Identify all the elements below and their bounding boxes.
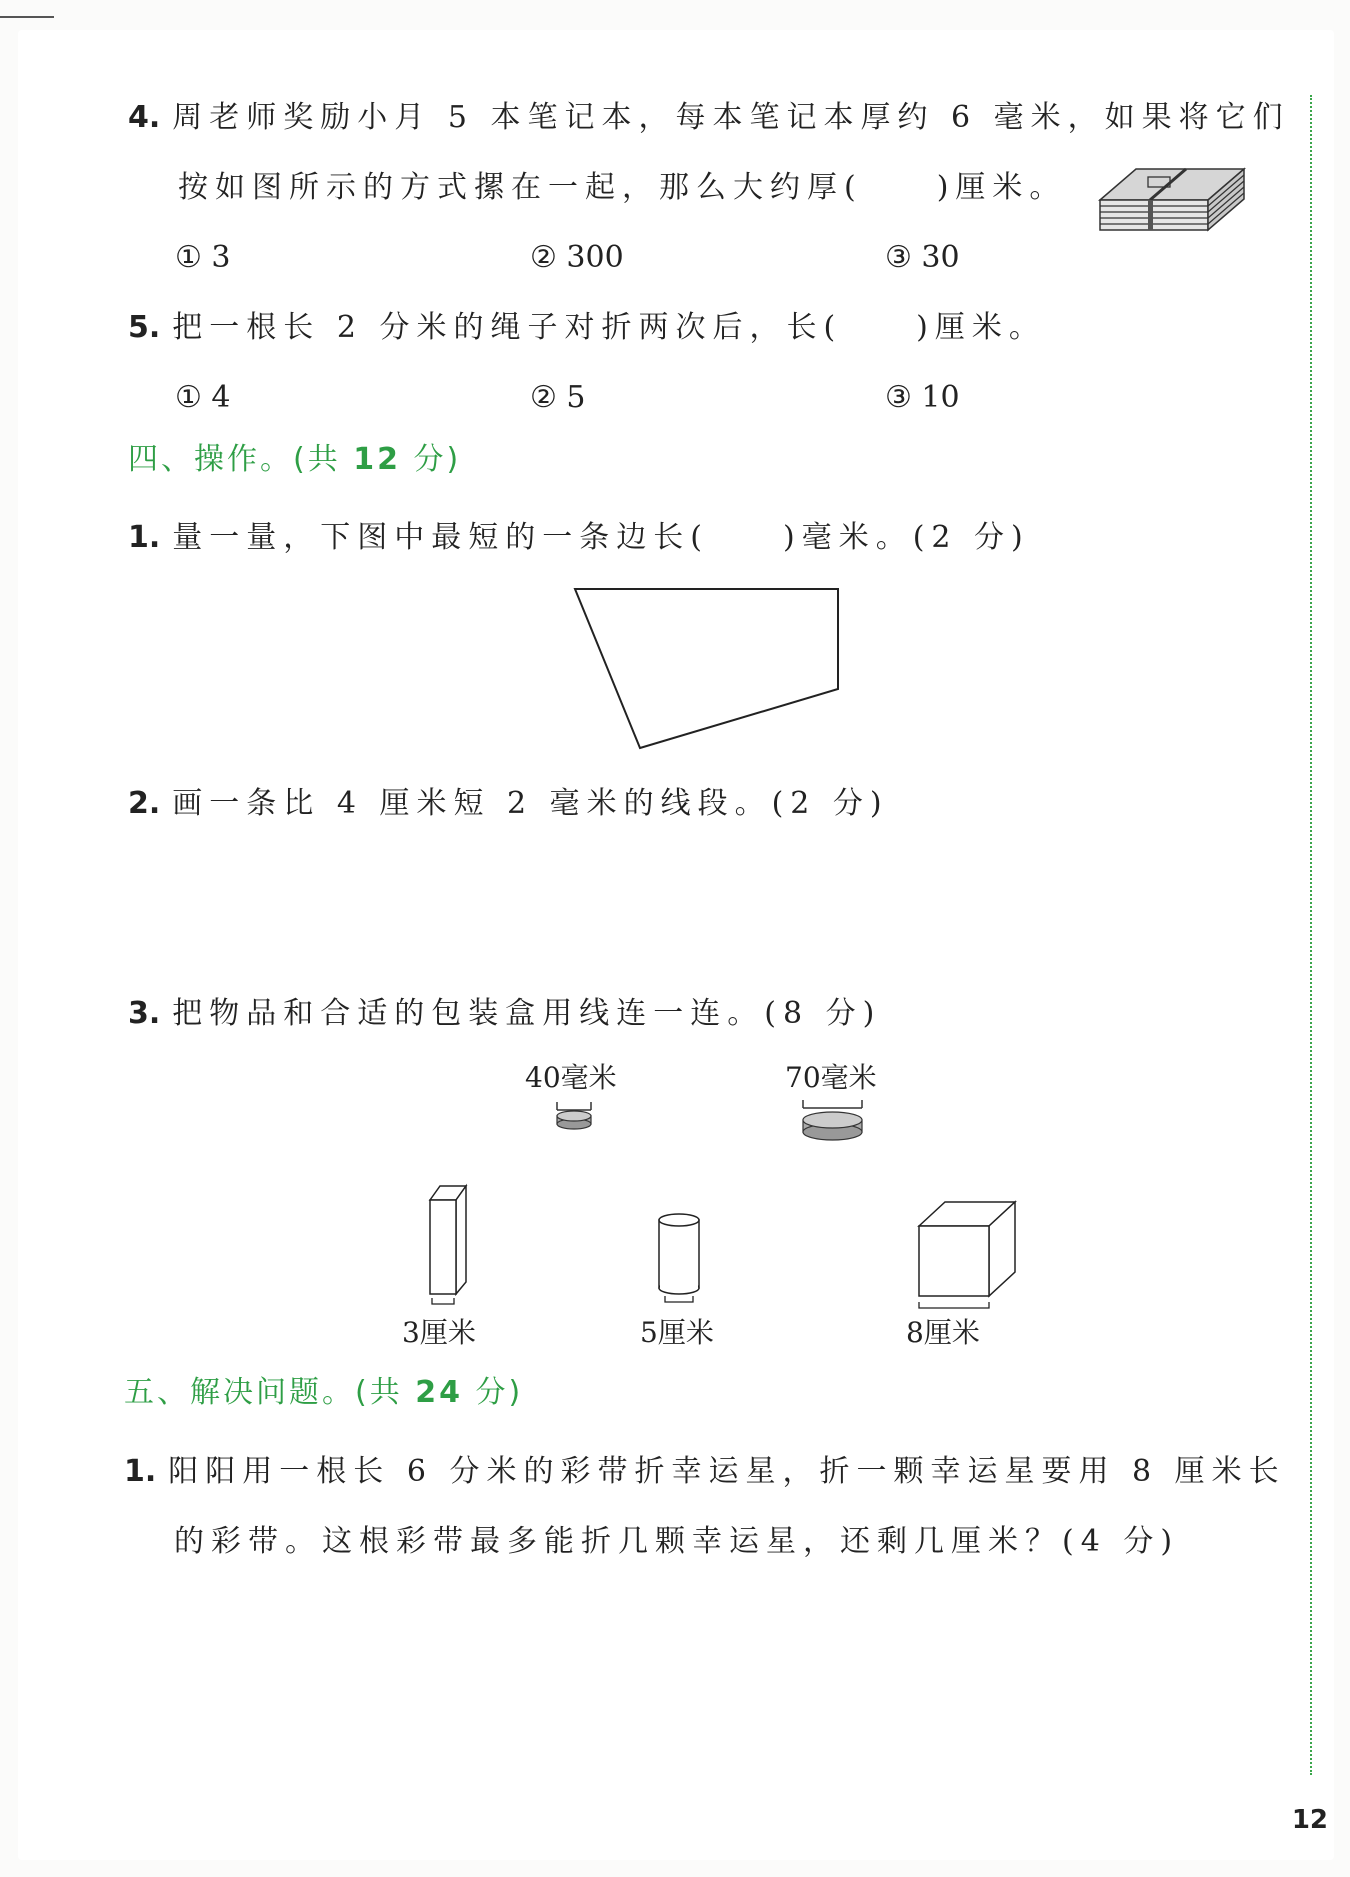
q5-option-1: ① 4 (175, 380, 231, 415)
page-number: 12 (1291, 1805, 1328, 1835)
s4q1-text: 量一量，下图中最短的一条边长( )毫米。(2 分) (172, 520, 1030, 555)
q5-text: 把一根长 2 分米的绳子对折两次后，长( )厘米。 (172, 310, 1046, 345)
q5-option-3: ③ 10 (885, 380, 960, 415)
box-label-8cm: 8厘米 (906, 1316, 980, 1349)
section-4-points: 12 (353, 442, 401, 477)
corner-mark (0, 16, 54, 18)
q4-line1 (128, 98, 1290, 138)
q5-line1 (128, 308, 1046, 348)
q4-number: 4. (128, 100, 161, 135)
s4q2-text: 画一条比 4 厘米短 2 毫米的线段。(2 分) (172, 786, 889, 821)
q5-option-2: ② 5 (530, 380, 586, 415)
s4q3-text: 把物品和合适的包装盒用线连一连。(8 分) (172, 996, 882, 1031)
cube-box-illustration (915, 1198, 1025, 1313)
q4-option-2: ② 300 (530, 240, 624, 275)
item-label-70mm: 70毫米 (785, 1061, 877, 1094)
small-disc-illustration (554, 1102, 594, 1132)
worksheet-page (18, 30, 1334, 1860)
item-label-40mm: 40毫米 (525, 1061, 617, 1094)
s5q1-line2: 的彩带。这根彩带最多能折几颗幸运星，还剩几厘米？(4 分) (174, 1524, 1180, 1559)
s4q1-number: 1. (128, 520, 161, 555)
section-4-heading: 四、操作。(共 12 分) (128, 442, 462, 477)
q4-option-3: ③ 30 (885, 240, 960, 275)
q4-option-1: ① 3 (175, 240, 231, 275)
s4q3-number: 3. (128, 996, 161, 1031)
s4q1-line (128, 518, 1030, 558)
margin-rule (1310, 95, 1312, 1775)
notebook-stack-illustration (1098, 165, 1248, 240)
section-5-points: 24 (415, 1375, 463, 1410)
section-5-heading: 五、解决问题。(共 24 分) (124, 1375, 524, 1410)
box-label-5cm: 5厘米 (640, 1316, 714, 1349)
q5-number: 5. (128, 310, 161, 345)
q4-line2: 按如图所示的方式摞在一起，那么大约厚( )厘米。 (178, 170, 1067, 205)
s4q3-line (128, 994, 881, 1034)
s5q1-line1 (124, 1452, 1286, 1492)
s5q1-text-1: 阳阳用一根长 6 分米的彩带折幸运星，折一颗幸运星要用 8 厘米长 (168, 1454, 1286, 1489)
tall-box-illustration (428, 1182, 478, 1307)
s5q1-number: 1. (124, 1454, 157, 1489)
large-disc-illustration (800, 1100, 865, 1145)
box-label-3cm: 3厘米 (402, 1316, 476, 1349)
q4-text-1: 周老师奖励小月 5 本笔记本，每本笔记本厚约 6 毫米，如果将它们 (172, 100, 1290, 135)
s4q2-line (128, 784, 889, 824)
s4q2-number: 2. (128, 786, 161, 821)
cylinder-box-illustration (655, 1210, 705, 1310)
quadrilateral-figure (570, 585, 850, 755)
